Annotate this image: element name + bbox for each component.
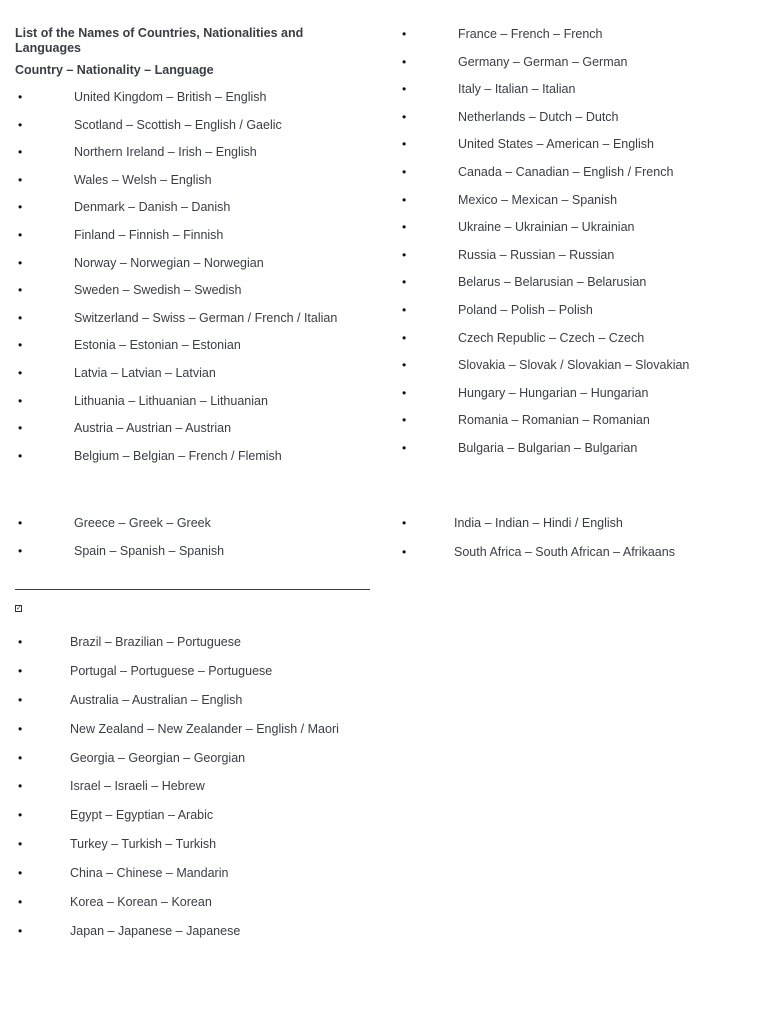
- list-item: [18, 256, 378, 284]
- list-item: [18, 394, 378, 422]
- bullet-icon: •: [402, 27, 407, 41]
- bullet-icon: •: [18, 310, 23, 325]
- list-item-text: Slovakia – Slovak / Slovakian – Slovakian: [458, 358, 690, 373]
- bullet-icon: •: [18, 837, 23, 852]
- list-item: [18, 449, 378, 477]
- bullet-icon: •: [18, 895, 23, 910]
- list-item: [18, 173, 378, 201]
- list-item-text: Egypt – Egyptian – Arabic: [70, 808, 214, 823]
- bullet-icon: •: [18, 172, 23, 187]
- list-item: [402, 220, 742, 248]
- list-item-text: Brazil – Brazilian – Portuguese: [70, 635, 241, 649]
- column-header: Country – Nationality – Language: [15, 63, 214, 77]
- bullet-icon: •: [18, 543, 23, 558]
- list-item: [18, 693, 378, 722]
- list-item: [402, 441, 742, 469]
- bullet-icon: •: [18, 393, 23, 408]
- bullet-icon: •: [402, 440, 407, 455]
- list-item-text: Belarus – Belarusian – Belarusian: [458, 275, 647, 290]
- country-list-left-1: [18, 90, 378, 476]
- list-item: [402, 358, 742, 386]
- bullet-icon: •: [18, 750, 23, 765]
- country-list-left-2: [18, 516, 378, 571]
- list-item-text: Portugal – Portuguese – Portuguese: [70, 663, 273, 678]
- list-item-text: Australia – Australian – English: [70, 692, 243, 707]
- bullet-icon: •: [18, 200, 23, 215]
- list-item-text: United States – American – English: [458, 137, 654, 152]
- bullet-icon: •: [18, 516, 23, 530]
- list-item-text: Belgium – Belgian – French / Flemish: [74, 448, 282, 463]
- bullet-icon: •: [18, 866, 23, 881]
- bullet-icon: •: [402, 516, 407, 530]
- country-list-lower: [18, 635, 378, 953]
- bullet-icon: •: [402, 220, 407, 235]
- bullet-icon: •: [18, 721, 23, 736]
- list-item: [402, 137, 742, 165]
- list-item: [18, 866, 378, 895]
- list-item-text: Japan – Japanese – Japanese: [70, 923, 241, 938]
- bullet-icon: •: [402, 137, 407, 152]
- list-item-text: Lithuania – Lithuanian – Lithuanian: [74, 393, 268, 408]
- list-item: [18, 779, 378, 808]
- list-item: [402, 82, 742, 110]
- list-item: [18, 837, 378, 866]
- list-item: [18, 421, 378, 449]
- checkbox-icon: ✓: [16, 605, 22, 612]
- list-item: [402, 110, 742, 138]
- list-item-text: New Zealand – New Zealander – English / Maori: [70, 721, 339, 736]
- list-item: [18, 722, 378, 751]
- list-item-text: Latvia – Latvian – Latvian: [74, 365, 216, 380]
- list-item: [18, 635, 378, 664]
- list-item-text: India – Indian – Hindi / English: [454, 516, 623, 530]
- list-item-text: Norway – Norwegian – Norwegian: [74, 255, 264, 270]
- list-item: [18, 200, 378, 228]
- list-item-text: Turkey – Turkish – Turkish: [70, 837, 217, 852]
- list-item: [18, 751, 378, 780]
- bullet-icon: •: [18, 145, 23, 160]
- bullet-icon: •: [402, 545, 407, 559]
- bullet-icon: •: [18, 338, 23, 353]
- list-item-text: Canada – Canadian – English / French: [458, 164, 674, 179]
- list-item-text: Mexico – Mexican – Spanish: [458, 192, 618, 207]
- list-item-text: Poland – Polish – Polish: [458, 302, 593, 317]
- list-item-text: Spain – Spanish – Spanish: [74, 543, 225, 558]
- bullet-icon: •: [402, 385, 407, 400]
- bullet-icon: •: [18, 448, 23, 463]
- bullet-icon: •: [18, 227, 23, 242]
- bullet-icon: •: [402, 358, 407, 373]
- bullet-icon: •: [402, 109, 407, 124]
- list-item-text: Northern Ireland – Irish – English: [74, 145, 257, 160]
- list-item: [402, 55, 742, 83]
- list-item-text: Estonia – Estonian – Estonian: [74, 338, 241, 353]
- list-item: [18, 664, 378, 693]
- list-item-text: Romania – Romanian – Romanian: [458, 413, 650, 428]
- country-list-right-1: [402, 27, 742, 469]
- list-item: [18, 808, 378, 837]
- bullet-icon: •: [18, 808, 23, 823]
- list-item-text: Israel – Israeli – Hebrew: [70, 779, 205, 794]
- list-item: [402, 165, 742, 193]
- bullet-icon: •: [402, 330, 407, 345]
- list-item: [402, 248, 742, 276]
- bullet-icon: •: [18, 779, 23, 794]
- bullet-icon: •: [18, 663, 23, 678]
- bullet-icon: •: [402, 54, 407, 69]
- list-item: [18, 895, 378, 924]
- list-item: [18, 228, 378, 256]
- list-item: [402, 303, 742, 331]
- list-item-text: South Africa – South African – Afrikaans: [454, 545, 675, 559]
- bullet-icon: •: [402, 82, 407, 97]
- list-item: [18, 366, 378, 394]
- list-item-text: Russia – Russian – Russian: [458, 247, 615, 262]
- list-item: [18, 924, 378, 953]
- list-item: [18, 118, 378, 146]
- list-item: [18, 544, 378, 572]
- list-item: [402, 413, 742, 441]
- list-item-text: Ukraine – Ukrainian – Ukrainian: [458, 220, 635, 235]
- bullet-icon: •: [18, 90, 23, 104]
- list-item-text: Austria – Austrian – Austrian: [74, 421, 232, 436]
- page-title: List of the Names of Countries, Nationalities and Languages: [15, 26, 304, 55]
- bullet-icon: •: [18, 365, 23, 380]
- bullet-icon: •: [402, 413, 407, 428]
- list-item-text: France – French – French: [458, 27, 603, 41]
- list-item: [18, 145, 378, 173]
- list-item: [402, 386, 742, 414]
- list-item: [18, 90, 378, 118]
- list-item-text: Hungary – Hungarian – Hungarian: [458, 385, 649, 400]
- bullet-icon: •: [18, 283, 23, 298]
- list-item-text: Switzerland – Swiss – German / French / Italian: [74, 310, 338, 325]
- list-item-text: Sweden – Swedish – Swedish: [74, 283, 242, 298]
- list-item-text: Wales – Welsh – English: [74, 172, 212, 187]
- bullet-icon: •: [402, 192, 407, 207]
- list-item-text: Korea – Korean – Korean: [70, 895, 212, 910]
- list-item: [402, 193, 742, 221]
- list-item-text: Scotland – Scottish – English / Gaelic: [74, 117, 282, 132]
- bullet-icon: •: [402, 275, 407, 290]
- bullet-icon: •: [402, 164, 407, 179]
- list-item-text: Netherlands – Dutch – Dutch: [458, 109, 619, 124]
- list-item-text: Finland – Finnish – Finnish: [74, 227, 224, 242]
- list-item: [18, 311, 378, 339]
- bullet-icon: •: [402, 302, 407, 317]
- list-item: [18, 283, 378, 311]
- list-item-text: Denmark – Danish – Danish: [74, 200, 231, 215]
- bullet-icon: •: [18, 923, 23, 938]
- country-list-right-2: [402, 516, 742, 574]
- bullet-icon: •: [402, 247, 407, 262]
- bullet-icon: •: [18, 692, 23, 707]
- list-item-text: Greece – Greek – Greek: [74, 516, 211, 530]
- list-item-text: Czech Republic – Czech – Czech: [458, 330, 645, 345]
- list-item-text: United Kingdom – British – English: [74, 90, 267, 104]
- section-divider: [15, 589, 370, 590]
- bullet-icon: •: [18, 117, 23, 132]
- list-item: [402, 331, 742, 359]
- list-item: [402, 516, 742, 545]
- list-item: [18, 338, 378, 366]
- bullet-icon: •: [18, 255, 23, 270]
- list-item: [402, 275, 742, 303]
- list-item: [402, 27, 742, 55]
- list-item-text: China – Chinese – Mandarin: [70, 866, 229, 881]
- list-item: [18, 516, 378, 544]
- list-item: [402, 545, 742, 574]
- list-item-text: Germany – German – German: [458, 54, 628, 69]
- list-item-text: Italy – Italian – Italian: [458, 82, 576, 97]
- bullet-icon: •: [18, 635, 23, 649]
- list-item-text: Bulgaria – Bulgarian – Bulgarian: [458, 440, 638, 455]
- bullet-icon: •: [18, 421, 23, 436]
- list-item-text: Georgia – Georgian – Georgian: [70, 750, 246, 765]
